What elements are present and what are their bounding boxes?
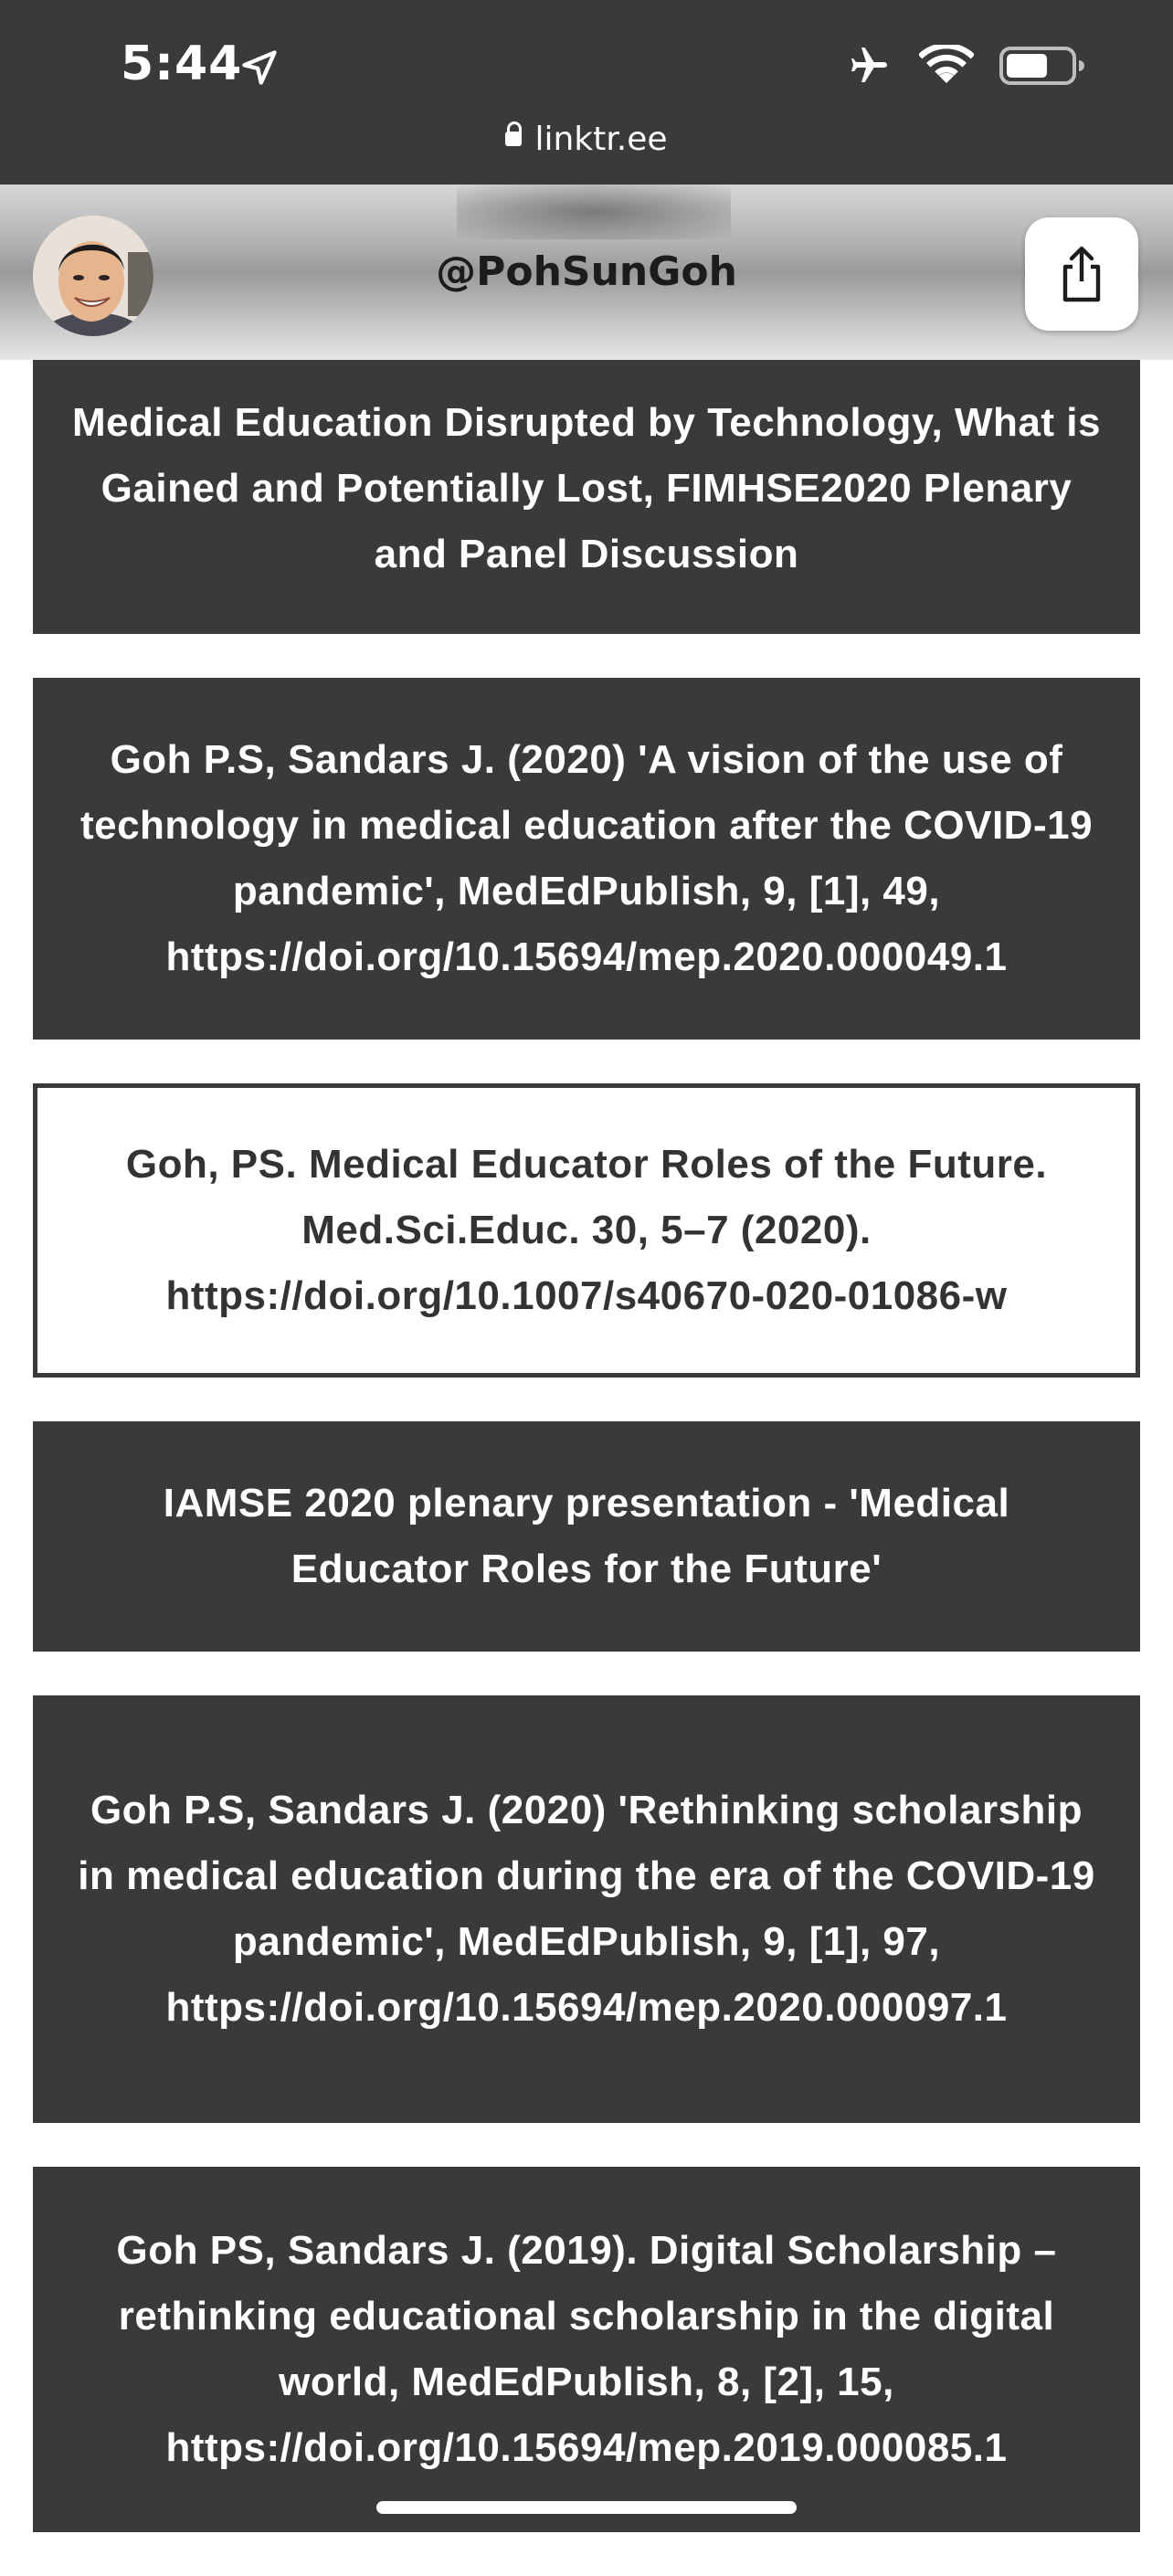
airplane-icon xyxy=(842,44,893,88)
link-button-hover[interactable] xyxy=(33,1083,1140,1378)
status-icons xyxy=(842,44,1087,88)
status-time: 5:44 xyxy=(121,37,243,91)
lock-icon xyxy=(505,132,522,146)
location-arrow-icon xyxy=(239,48,280,88)
link-label: Goh, PS. Medical Educator Roles of the Future. Med.Sci.Educ. 30, 5–7 (2020). https://doi.org/10.1007/s40670-020-01086-w xyxy=(125,1142,1048,1318)
profile-header xyxy=(0,185,1173,360)
link-list xyxy=(33,360,1140,2576)
link-button[interactable] xyxy=(33,360,1140,634)
link-label: Goh P.S, Sandars J. (2020) 'Rethinking scholarship in medical education during the era of the COVID-19 pandemic', MedEdPublish, 9, [1], 97, https://doi.org/10.15694/mep.2020.000097.1 xyxy=(78,1788,1095,2030)
link-label: IAMSE 2020 plenary presentation - 'Medical Educator Roles for the Future' xyxy=(163,1481,1010,1591)
link-button[interactable] xyxy=(33,678,1140,1040)
battery-icon xyxy=(999,46,1087,86)
browser-chrome xyxy=(0,0,1173,185)
link-button[interactable] xyxy=(33,1421,1140,1652)
link-label: Goh P.S, Sandars J. (2020) 'A vision of the use of technology in medical education after the COVID-19 pandemic', MedEdPublish, 9, [1], 49, https://doi.org/10.15694/mep.2020.000049.1 xyxy=(79,737,1094,979)
share-icon xyxy=(1056,245,1107,303)
link-label: Goh PS, Sandars J. (2019). Digital Scholarship – rethinking educational scholarship in the digital world, MedEdPublish, 8, [2], 15, https://doi.org/10.15694/mep.2019.000085.1 xyxy=(116,2228,1057,2470)
profile-handle: @PohSunGoh xyxy=(436,248,737,295)
share-button[interactable] xyxy=(1025,217,1138,331)
link-label: Medical Education Disrupted by Technology, What is Gained and Potentially Lost, FIMHSE2020 Plenary and Panel Discussion xyxy=(72,400,1101,576)
home-indicator[interactable] xyxy=(376,2501,797,2514)
wifi-icon xyxy=(919,45,974,87)
link-button[interactable] xyxy=(33,2167,1140,2532)
url-text: linktr.ee xyxy=(534,121,668,158)
link-button[interactable] xyxy=(33,1695,1140,2123)
url-bar[interactable] xyxy=(0,121,1173,158)
